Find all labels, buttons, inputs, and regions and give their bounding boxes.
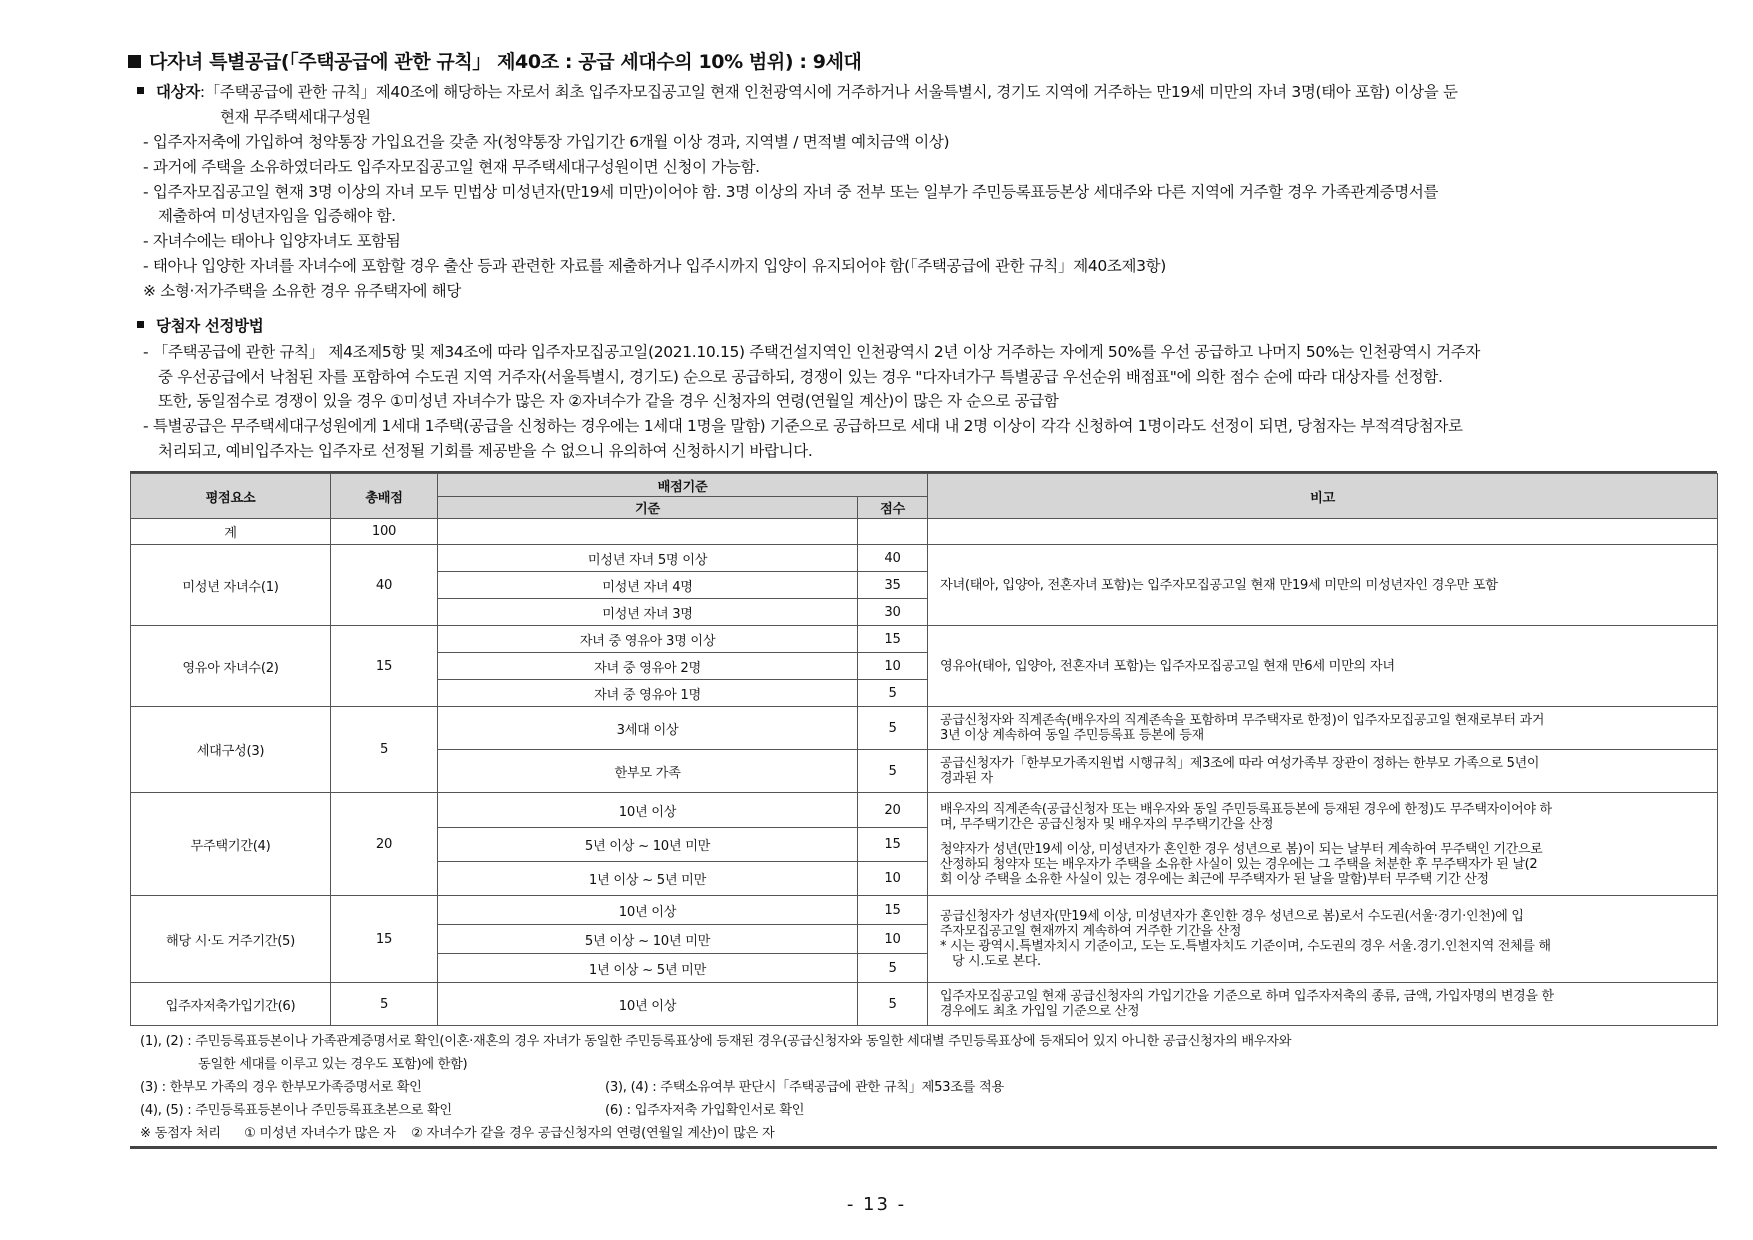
selection-line: - 특별공급은 무주택세대구성원에게 1세대 1주택(공급을 신청하는 경우에는 1세대 1명을 말함) 기준으로 공급하므로 세대 내 2명 이상이 각각 신청하여 1명이라도 선정이 되면, 당첨자는 부적격당첨자로 <box>143 417 1463 435</box>
selection-line: 처리되고, 예비입주자는 입주자로 선정될 기회를 제공받을 수 없으니 유의하여 신청하시기 바랍니다. <box>158 442 813 460</box>
header-remark: 비고 <box>928 474 1718 519</box>
table-row: 한부모 가족 5 공급신청자가「한부모가족지원법 시행규칙」제3조에 따라 여성가족부 장관이 정하는 한부모 가족으로 5년이 경과된 자 <box>131 750 1718 793</box>
table-row: 1년 이상 ~ 5년 미만 10 <box>131 862 1718 896</box>
table-row: 1년 이상 ~ 5년 미만 5 <box>131 954 1718 983</box>
footnote: (1), (2) : 주민등록표등본이나 가족관계증명서로 확인(이혼·재혼의 경우 자녀가 동일한 주민등록표상에 등재된 경우(공급신청자와 동일한 세대별 주민등록표상에 등재되어 있지 아니한 공급신청자의 배우자와 <box>140 1034 1292 1049</box>
eligibility-label: 대상자 <box>156 83 200 101</box>
table-row: 미성년 자녀 3명 30 <box>131 599 1718 626</box>
square-bullet-icon <box>128 55 141 68</box>
eligibility-item: - 태아나 입양한 자녀를 자녀수에 포함할 경우 출산 등과 관련한 자료를 제출하거나 입주시까지 입양이 유지되어야 함(「주택공급에 관한 규칙」제40조제3항) <box>143 257 1166 275</box>
eligibility-item: - 과거에 주택을 소유하였더라도 입주자모집공고일 현재 무주택세대구성원이면 신청이 가능함. <box>143 158 760 176</box>
section-title: 다자녀 특별공급(「주택공급에 관한 규칙」 제40조 : 공급 세대수의 10% 범위) : 9세대 <box>128 47 861 74</box>
table-row-total: 계 100 <box>131 519 1718 545</box>
bullet-icon <box>137 87 144 94</box>
table-row: 세대구성(3) 5 3세대 이상 5 공급신청자와 직계존속(배우자의 직계존속을 포함하며 무주택자로 한정)이 입주자모집공고일 현재로부터 과거 3년 이상 계속하여 동일 주민등록표 등본에 등재 <box>131 707 1718 750</box>
eligibility-line-1: 대상자:「주택공급에 관한 규칙」제40조에 해당하는 자로서 최초 입주자모집공고일 현재 인천광역시에 거주하거나 서울특별시, 경기도 지역에 거주하는 만19세 미만의 자녀 3명(태아 포함) 이상을 둔 <box>137 80 1458 102</box>
page-number: - 13 - <box>846 1194 907 1215</box>
table-row: 5년 이상 ~ 10년 미만 10 <box>131 925 1718 954</box>
table-row: 자녀 중 영유아 2명 10 <box>131 653 1718 680</box>
table-row: 자녀 중 영유아 1명 5 <box>131 680 1718 707</box>
table-row: 5년 이상 ~ 10년 미만 15 <box>131 828 1718 862</box>
table-row: 입주자저축가입기간(6) 5 10년 이상 5 입주자모집공고일 현재 공급신청자의 가입기간을 기준으로 하며 입주자저축의 종류, 금액, 가입자명의 변경을 한 경우에도 최초 가입일 기준으로 산정 <box>131 983 1718 1026</box>
eligibility-item: 제출하여 미성년자임을 입증해야 함. <box>158 207 396 225</box>
header-criteria: 기준 <box>438 497 858 519</box>
table-bottom-rule <box>130 1146 1717 1149</box>
table-row: 해당 시·도 거주기간(5) 15 10년 이상 15 공급신청자가 성년자(만19세 이상, 미성년자가 혼인한 경우 성년으로 봄)로서 수도권(서울·경기·인천)에 입 주자모집공고일 현재까지 계속하여 거주한 기간을 산정 * 시는 광역시.특별자치시 기준이고, 도는 도.특별자치도 기준이며, 수도권의 경우 서울.경기.인천지역 전체를 해 당 시.도로 본다. <box>131 896 1718 925</box>
table-header-row <box>131 474 1718 497</box>
bullet-icon <box>137 321 144 328</box>
priority-score-table <box>130 473 1718 1026</box>
eligibility-item: - 입주자저축에 가입하여 청약통장 가입요건을 갖춘 자(청약통장 가입기간 6개월 이상 경과, 지역별 / 면적별 예치금액 이상) <box>143 133 950 151</box>
selection-line: 중 우선공급에서 낙첨된 자를 포함하여 수도권 지역 거주자(서울특별시, 경기도) 순으로 공급하되, 경쟁이 있는 경우 "다자녀가구 특별공급 우선순위 배점표"에 의한 점수 순에 따라 대상자를 선정함. <box>158 368 1443 386</box>
table-row: 미성년 자녀수(1) 40 미성년 자녀 5명 이상 40 자녀(태아, 입양아, 전혼자녀 포함)는 입주자모집공고일 현재 만19세 미만의 미성년자인 경우만 포함 <box>131 545 1718 572</box>
header-total: 총배점 <box>331 474 438 519</box>
eligibility-item: - 입주자모집공고일 현재 3명 이상의 자녀 모두 민법상 미성년자(만19세 미만)이어야 함. 3명 이상의 자녀 중 전부 또는 일부가 주민등록표등본상 세대주와 다른 지역에 거주할 경우 가족관계증명서를 <box>143 183 1439 201</box>
footnote: 동일한 세대를 이루고 있는 경우도 포함)에 한함) <box>198 1057 468 1072</box>
tie-break-note: ※ 동점자 처리 ① 미성년 자녀수가 많은 자 ② 자녀수가 같을 경우 공급신청자의 연령(연월일 계산)이 많은 자 <box>140 1126 775 1141</box>
footnote: (3), (4) : 주택소유여부 판단시「주택공급에 관한 규칙」제53조를 적용 <box>605 1080 1004 1095</box>
selection-line: - 「주택공급에 관한 규칙」 제4조제5항 및 제34조에 따라 입주자모집공고일(2021.10.15) 주택건설지역인 인천광역시 2년 이상 거주하는 자에게 50%를 우선 공급하고 나머지 50%는 인천광역시 거주자 <box>143 343 1481 361</box>
header-criteria-group: 배점기준 <box>438 474 928 497</box>
table-row: 무주택기간(4) 20 10년 이상 20 배우자의 직계존속(공급신청자 또는 배우자와 동일 주민등록표등본에 등재된 경우에 한정)도 무주택자이어야 하 며, 무주택기간은 공급신청자 및 배우자의 무주택기간을 산정 청약자가 성년(만19세 이상, 미성년자가 혼인한 경우 성년으로 봄)이 되는 날부터 계속하여 무주택인 기간으로 산정하되 청약자 또는 배우자가 주택을 소유한 사실이 있는 경우에는 그 주택을 처분한 후 무주택자가 된 날(2 회 이상 주택을 소유한 사실이 있는 경우에는 최근에 무주택자가 된 날을 말함)부터 무주택 기간 산정 <box>131 793 1718 828</box>
header-factor: 평점요소 <box>131 474 331 519</box>
table-row: 미성년 자녀 4명 35 <box>131 572 1718 599</box>
footnote: (6) : 입주자저축 가입확인서로 확인 <box>605 1103 805 1118</box>
eligibility-item: - 자녀수에는 태아나 입양자녀도 포함됨 <box>143 232 401 250</box>
selection-heading: 당첨자 선정방법 <box>137 314 263 336</box>
selection-line: 또한, 동일점수로 경쟁이 있을 경우 ①미성년 자녀수가 많은 자 ②자녀수가 같을 경우 신청자의 연령(연월일 계산)이 많은 자 순으로 공급함 <box>158 392 1059 410</box>
footnote: (4), (5) : 주민등록표등본이나 주민등록표초본으로 확인 <box>140 1103 452 1118</box>
footnote: (3) : 한부모 가족의 경우 한부모가족증명서로 확인 <box>140 1080 422 1095</box>
eligibility-line-2: 현재 무주택세대구성원 <box>220 108 371 126</box>
eligibility-note: ※ 소형·저가주택을 소유한 경우 유주택자에 해당 <box>143 282 461 300</box>
table-row: 영유아 자녀수(2) 15 자녀 중 영유아 3명 이상 15 영유아(태아, 입양아, 전혼자녀 포함)는 입주자모집공고일 현재 만6세 미만의 자녀 <box>131 626 1718 653</box>
header-score: 점수 <box>858 497 928 519</box>
